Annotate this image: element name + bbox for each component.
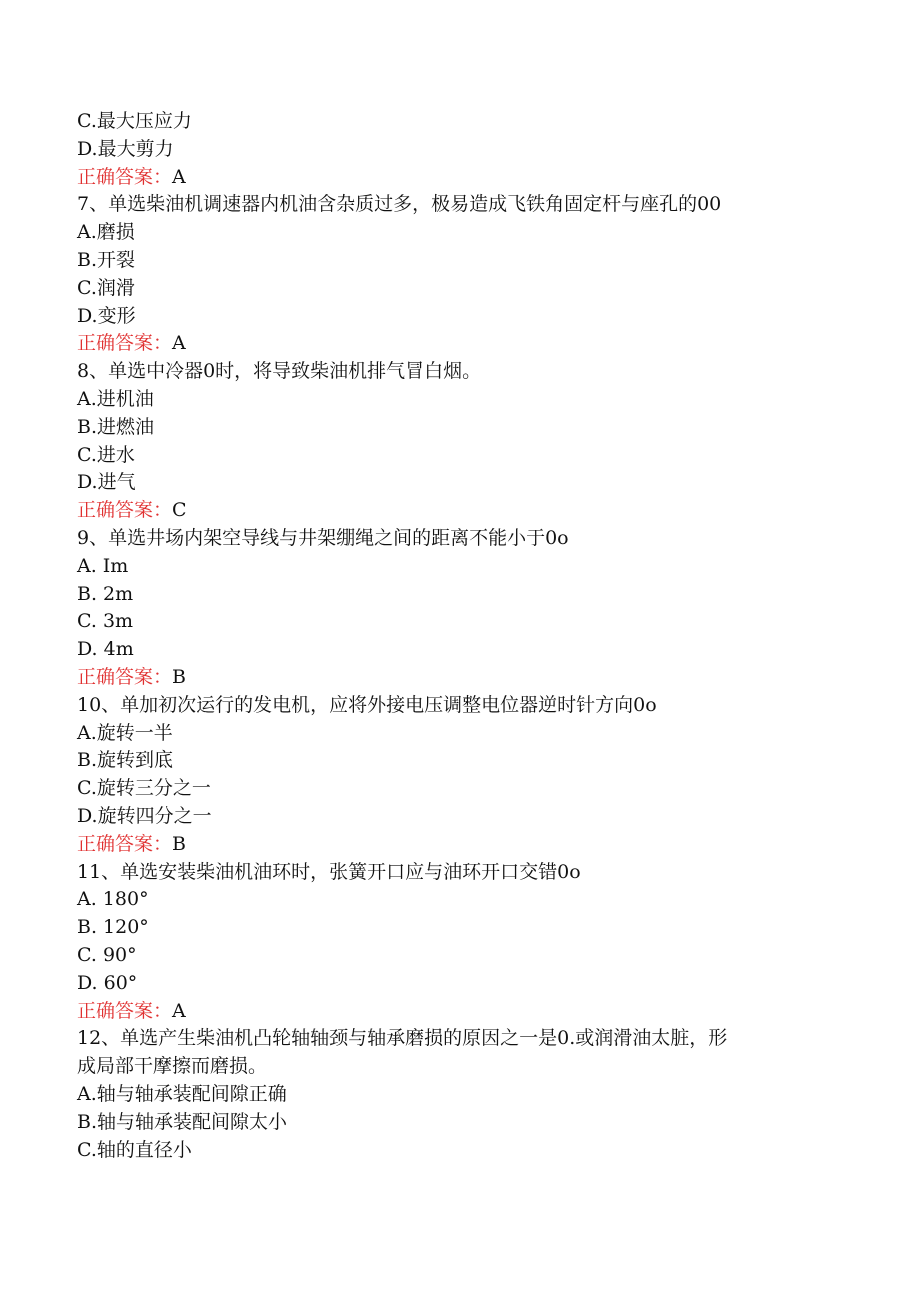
option-text: C.旋转三分之一 — [77, 777, 211, 800]
answer-line — [77, 663, 186, 691]
option-text: A.进机油 — [77, 388, 154, 410]
option-text: D.变形 — [77, 304, 136, 327]
option-text: B.旋转到底 — [77, 749, 174, 772]
answer-value: C — [172, 499, 187, 522]
answer-line — [77, 830, 186, 858]
question-text: 9、单选井场内架空导线与井架绷绳之间的距离不能小于0o — [77, 527, 569, 549]
option-text: B. 120° — [77, 916, 149, 939]
option-text: B. 2m — [77, 582, 134, 605]
option-text: B.开裂 — [77, 249, 136, 271]
option-text: A. Im — [77, 554, 129, 577]
answer-label: 正确答案： — [77, 832, 173, 855]
question-text: 8、单选中冷器0时，将导致柴油机排气冒白烟。 — [77, 360, 482, 383]
answer-line — [77, 163, 186, 191]
answer-label: 正确答案： — [77, 999, 173, 1022]
option-text: D.旋转四分之一 — [77, 805, 212, 827]
question-text: 12、单选产生柴油机凸轮轴轴颈与轴承磨损的原因之一是0.或润滑油太脏，形 — [77, 1027, 728, 1050]
answer-value: A — [172, 332, 186, 355]
answer-line — [77, 997, 186, 1025]
option-text: D. 60° — [77, 971, 138, 994]
answer-line — [77, 329, 186, 357]
answer-label: 正确答案： — [77, 332, 173, 355]
option-text: A. 180° — [77, 888, 149, 911]
option-text: D. 4m — [77, 638, 134, 661]
option-text: D.最大剪力 — [77, 137, 174, 160]
option-text: A.轴与轴承装配间隙正确 — [77, 1083, 287, 1105]
option-text: C.进水 — [77, 443, 135, 466]
option-text: D.进气 — [77, 471, 136, 494]
option-text: C.轴的直径小 — [77, 1138, 192, 1161]
answer-value: A — [172, 999, 186, 1022]
answer-label: 正确答案： — [77, 499, 173, 522]
answer-line — [77, 496, 187, 524]
answer-value: B — [172, 666, 186, 688]
option-text: A.磨损 — [77, 221, 135, 244]
option-text: A.旋转一半 — [77, 721, 173, 744]
question-text: 10、单加初次运行的发电机，应将外接电压调整电位器逆时针方向0o — [77, 693, 657, 716]
answer-label: 正确答案： — [77, 666, 173, 688]
answer-label: 正确答案： — [77, 165, 173, 188]
answer-value: B — [172, 832, 186, 855]
option-text: C. 90° — [77, 944, 137, 966]
option-text: B.进燃油 — [77, 415, 155, 438]
question-text: 11、单选安装柴油机油环时，张簧开口应与油环开口交错0o — [77, 860, 581, 883]
answer-value: A — [172, 165, 186, 188]
option-text: C. 3m — [77, 610, 134, 633]
option-text: B.轴与轴承装配间隙太小 — [77, 1110, 288, 1133]
question-text: 7、单选柴油机调速器内机油含杂质过多，极易造成飞铁角固定杆与座孔的00 — [77, 193, 722, 216]
option-text: C.润滑 — [77, 276, 135, 299]
question-text: 成局部干摩擦而磨损。 — [77, 1055, 268, 1078]
option-text: C.最大压应力 — [77, 110, 192, 132]
